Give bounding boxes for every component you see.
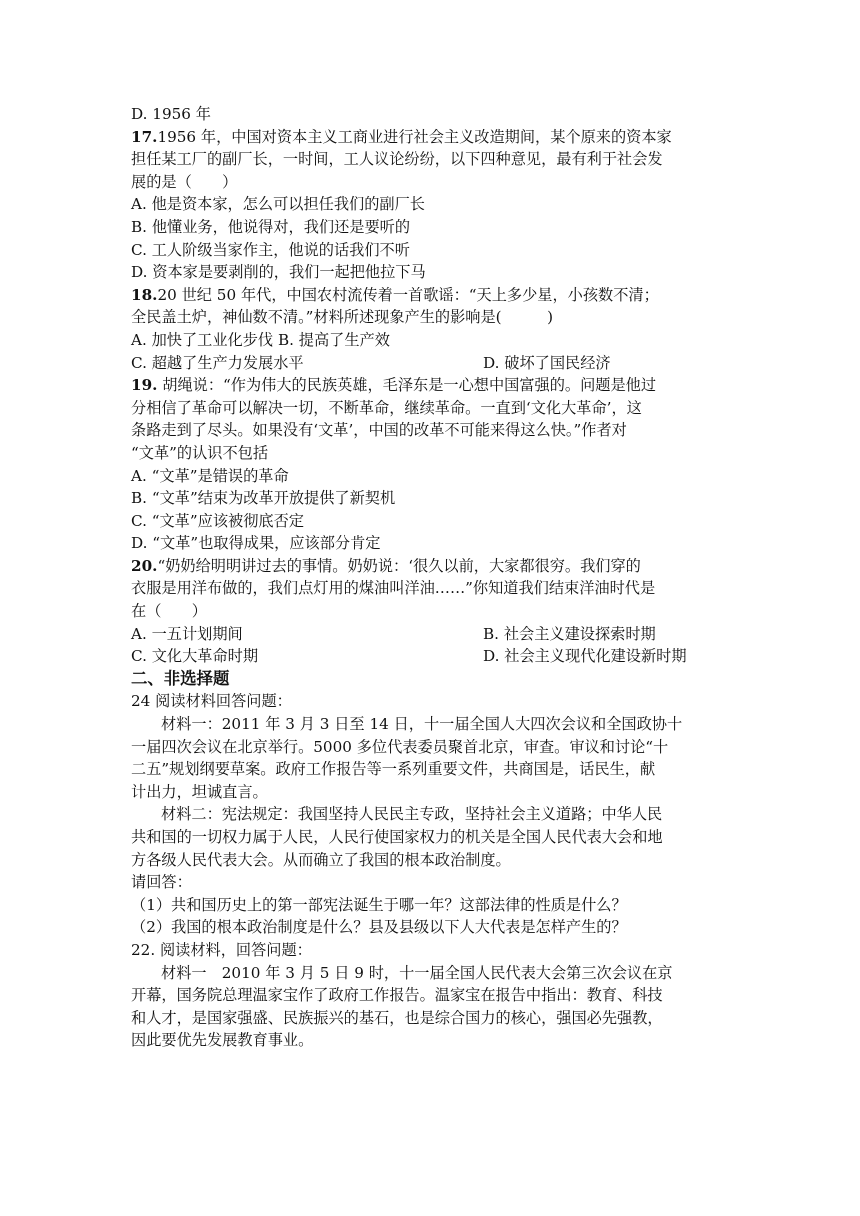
q18-line-1: 20 世纪 50 年代，中国农村流传着一首歌谣：“天上多少星，小孩数不清； <box>157 285 659 304</box>
q24-material2-line-3: 方各级人民代表大会。从而确立了我国的根本政治制度。 <box>131 850 511 869</box>
question-24 <box>131 690 731 939</box>
q18-line-2: 全民盖土炉，神仙数不清。”材料所述现象产生的影响是( ) <box>131 308 554 327</box>
q24-intro: 24 阅读材料回答问题： <box>131 692 292 711</box>
q19-line-3: 条路走到了尽头。如果没有‘文革’，中国的改革不可能来得这么快。”作者对 <box>131 421 627 440</box>
q22-material1-line-1: 材料一 2010 年 3 月 5 日 9 时，十一届全国人民代表大会第三次会议在京 <box>161 963 673 982</box>
q17-option-b: B. 他懂业务，他说得对，我们还是要听的 <box>131 217 411 236</box>
q17-line-2: 担任某工厂的副厂长，一时间，工人议论纷纷，以下四种意见，最有利于社会发 <box>131 150 663 169</box>
section-heading: 二、非选择题 <box>131 668 230 688</box>
question-19 <box>131 374 731 555</box>
q20-line-3: 在（ ） <box>131 602 207 621</box>
q20-line-2: 衣服是用洋布做的，我们点灯用的煤油叫洋油……”你知道我们结束洋油时代是 <box>131 579 656 598</box>
q20-option-b: B. 社会主义建设探索时期 <box>483 624 656 643</box>
q24-material2-line-1: 材料二：宪法规定：我国坚持人民民主专政，坚持社会主义道路；中华人民 <box>161 805 663 824</box>
q18-option-d: D. 破坏了国民经济 <box>483 353 611 372</box>
q17-number: 17. <box>131 127 158 146</box>
q19-option-b: B. “文革”结束为改革开放提供了新契机 <box>131 489 396 508</box>
q17-option-a: A. 他是资本家，怎么可以担任我们的副厂长 <box>131 195 425 214</box>
q19-line-2: 分相信了革命可以解决一切，不断革命，继续革命。一直到‘文化大革命’，这 <box>131 398 642 417</box>
q17-option-d: D. 资本家是要剥削的，我们一起把他拉下马 <box>131 263 426 282</box>
q24-prompt: 请回答： <box>131 873 192 892</box>
q22-material1-line-2: 开幕，国务院总理温家宝作了政府工作报告。温家宝在报告中指出：教育、科技 <box>131 986 663 1005</box>
question-18 <box>131 284 731 374</box>
q20-option-c: C. 文化大革命时期 <box>131 647 259 666</box>
q20-number: 20. <box>131 556 158 575</box>
q16-option-d: D. 1956 年 <box>131 105 211 123</box>
q24-material2-line-2: 共和国的一切权力属于人民，人民行使国家权力的机关是全国人民代表大会和地 <box>131 828 663 846</box>
q19-option-d: D. “文革”也取得成果，应该部分肯定 <box>131 534 381 553</box>
q19-number: 19. <box>131 376 158 395</box>
question-22 <box>131 939 731 1052</box>
q24-material1-line-4: 计出力，坦诚直言。 <box>131 782 268 801</box>
q24-material1-line-1: 材料一：2011 年 3 月 3 日至 14 日，十一届全国人大四次会议和全国政协十 <box>161 715 683 734</box>
q20-line-1: “奶奶给明明讲过去的事情。奶奶说：‘很久以前，大家都很穷。我们穿的 <box>157 556 641 575</box>
q22-material1-line-3: 和人才，是国家强盛、民族振兴的基石，也是综合国力的核心，强国必先强教， <box>131 1008 663 1027</box>
q19-line-4: “文革”的认识不包括 <box>131 443 269 462</box>
q17-option-c: C. 工人阶级当家作主，他说的话我们不听 <box>131 240 410 259</box>
q20-option-a: A. 一五计划期间 <box>131 624 243 643</box>
q24-material1-line-2: 一届四次会议在北京举行。5000 多位代表委员聚首北京，审查。审议和讨论“十 <box>131 737 669 756</box>
q19-line-1: 胡绳说：“作为伟大的民族英雄，毛泽东是一心想中国富强的。问题是他过 <box>157 376 657 395</box>
q20-option-row-cd <box>131 645 731 668</box>
q18-option-c: C. 超越了生产力发展水平 <box>131 353 304 372</box>
document-page <box>131 103 731 1052</box>
q24-subquestion-1: （1）共和国历史上的第一部宪法诞生于哪一年？这部法律的性质是什么？ <box>131 895 627 914</box>
q22-intro: 22. 阅读材料，回答问题： <box>131 940 312 959</box>
q20-option-d: D. 社会主义现代化建设新时期 <box>483 647 687 666</box>
q17-line-1: 1956 年，中国对资本主义工商业进行社会主义改造期间，某个原来的资本家 <box>157 127 672 146</box>
q19-option-a: A. “文革”是错误的革命 <box>131 466 289 485</box>
q18-option-row-cd <box>131 352 731 375</box>
q18-option-ab: A. 加快了工业化步伐 B. 提高了生产效 <box>131 330 390 349</box>
q17-line-3: 展的是（ ） <box>131 172 238 191</box>
question-20 <box>131 555 731 668</box>
q20-option-row-ab <box>131 623 731 646</box>
question-17 <box>131 126 731 284</box>
q19-option-c: C. “文革”应该被彻底否定 <box>131 511 304 530</box>
q24-material1-line-3: 二五”规划纲要草案。政府工作报告等一系列重要文件，共商国是，话民生，献 <box>131 760 656 779</box>
q22-material1-line-4: 因此要优先发展教育事业。 <box>131 1031 314 1050</box>
q18-number: 18. <box>131 285 158 304</box>
q24-subquestion-2: （2）我国的根本政治制度是什么？县及县级以下人大代表是怎样产生的？ <box>131 918 627 937</box>
